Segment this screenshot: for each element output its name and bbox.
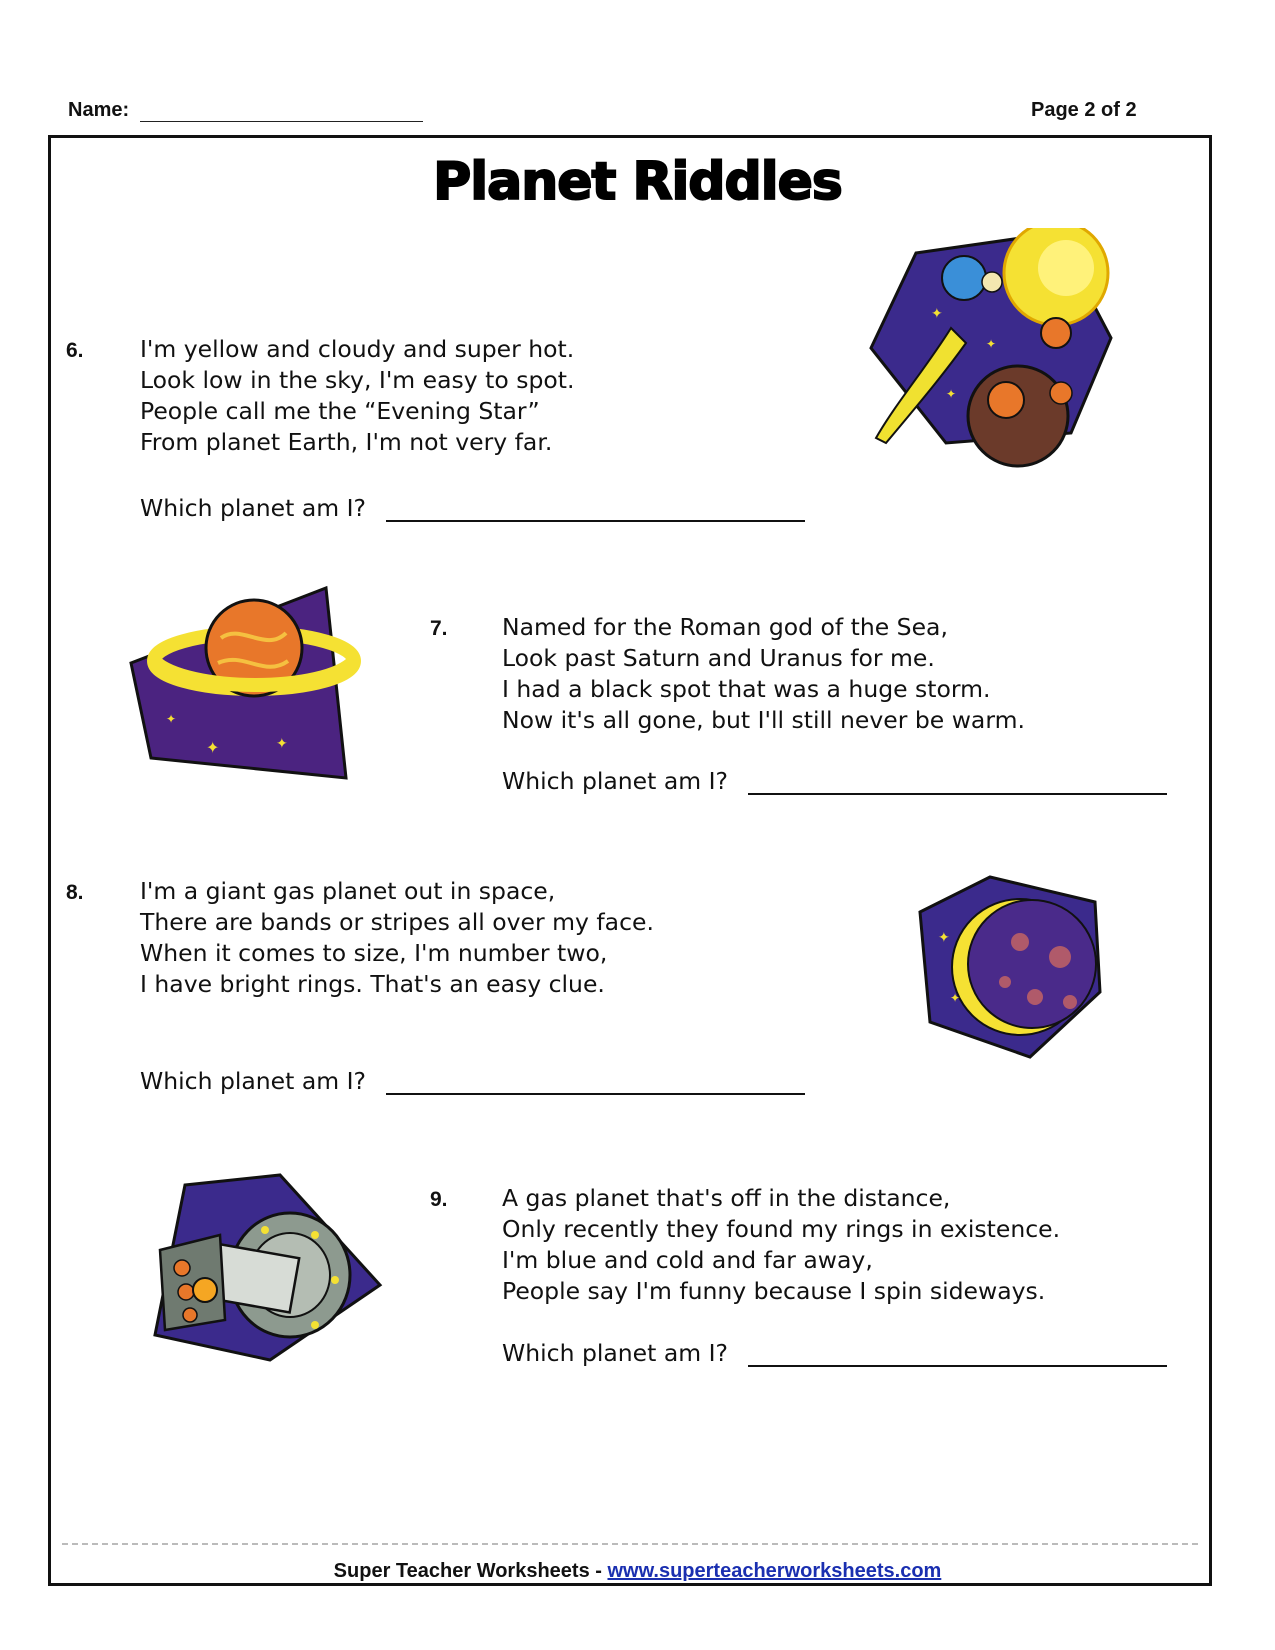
riddle-line: From planet Earth, I'm not very far. — [140, 428, 553, 456]
riddle-line: When it comes to size, I'm number two, — [140, 939, 608, 967]
riddle-line: Look low in the sky, I'm easy to spot. — [140, 366, 575, 394]
page-title: Planet Riddles — [433, 152, 842, 212]
footer-link[interactable]: www.superteacherworksheets.com — [607, 1560, 942, 1582]
riddle-line: Named for the Roman god of the Sea, — [502, 613, 948, 641]
svg-text:✦: ✦ — [938, 930, 950, 946]
riddle-line: I'm a giant gas planet out in space, — [140, 877, 556, 905]
riddle-8-question: Which planet am I? — [140, 1067, 366, 1095]
page-number: Page 2 of 2 — [1031, 99, 1137, 121]
riddle-6-question: Which planet am I? — [140, 494, 366, 522]
footer-brand: Super Teacher Worksheets - — [333, 1560, 608, 1582]
riddle-6-number: 6. — [66, 339, 84, 362]
crescent-planet-clipart-icon — [910, 872, 1110, 1062]
riddle-6-text — [140, 334, 574, 458]
svg-text:✦: ✦ — [931, 306, 943, 322]
ringed-planet-clipart-icon — [126, 583, 366, 783]
riddle-7-answer-line[interactable] — [748, 793, 1167, 795]
riddle-8-answer-line[interactable] — [386, 1093, 805, 1095]
riddle-6-answer-line[interactable] — [386, 520, 805, 522]
riddle-line: I had a black spot that was a huge storm. — [502, 675, 991, 703]
riddle-7-text — [502, 612, 1025, 736]
svg-text:✦: ✦ — [946, 387, 957, 401]
riddle-9-text — [502, 1183, 1060, 1307]
riddle-line: Only recently they found my rings in existence. — [502, 1215, 1061, 1243]
riddle-8-number: 8. — [66, 881, 84, 904]
riddle-9-number: 9. — [430, 1188, 448, 1211]
riddle-line: People say I'm funny because I spin sideways. — [502, 1277, 1046, 1305]
riddle-line: Now it's all gone, but I'll still never be warm. — [502, 706, 1025, 734]
riddle-line: I'm blue and cold and far away, — [502, 1246, 873, 1274]
solar-system-clipart-icon — [856, 228, 1116, 478]
svg-text:✦: ✦ — [950, 991, 961, 1005]
riddle-line: I have bright rings. That's an easy clue. — [140, 970, 605, 998]
riddle-7-question: Which planet am I? — [502, 767, 728, 795]
riddle-line: Look past Saturn and Uranus for me. — [502, 644, 935, 672]
riddle-8-text — [140, 876, 654, 1000]
spaceship-clipart-icon — [140, 1170, 385, 1370]
riddle-9-question: Which planet am I? — [502, 1339, 728, 1367]
svg-text:✦: ✦ — [206, 738, 220, 757]
footer-divider — [62, 1543, 1198, 1545]
svg-text:✦: ✦ — [276, 736, 288, 752]
riddle-9-answer-line[interactable] — [748, 1365, 1167, 1367]
footer — [0, 1560, 1275, 1583]
riddle-line: People call me the “Evening Star” — [140, 397, 540, 425]
riddle-line: There are bands or stripes all over my face. — [140, 908, 654, 936]
name-label: Name: — [68, 99, 130, 121]
riddle-7-number: 7. — [430, 617, 448, 640]
name-answer-line[interactable] — [140, 121, 423, 122]
riddle-line: A gas planet that's off in the distance, — [502, 1184, 951, 1212]
riddle-line: I'm yellow and cloudy and super hot. — [140, 335, 575, 363]
svg-text:✦: ✦ — [986, 337, 997, 351]
svg-text:✦: ✦ — [166, 712, 177, 726]
